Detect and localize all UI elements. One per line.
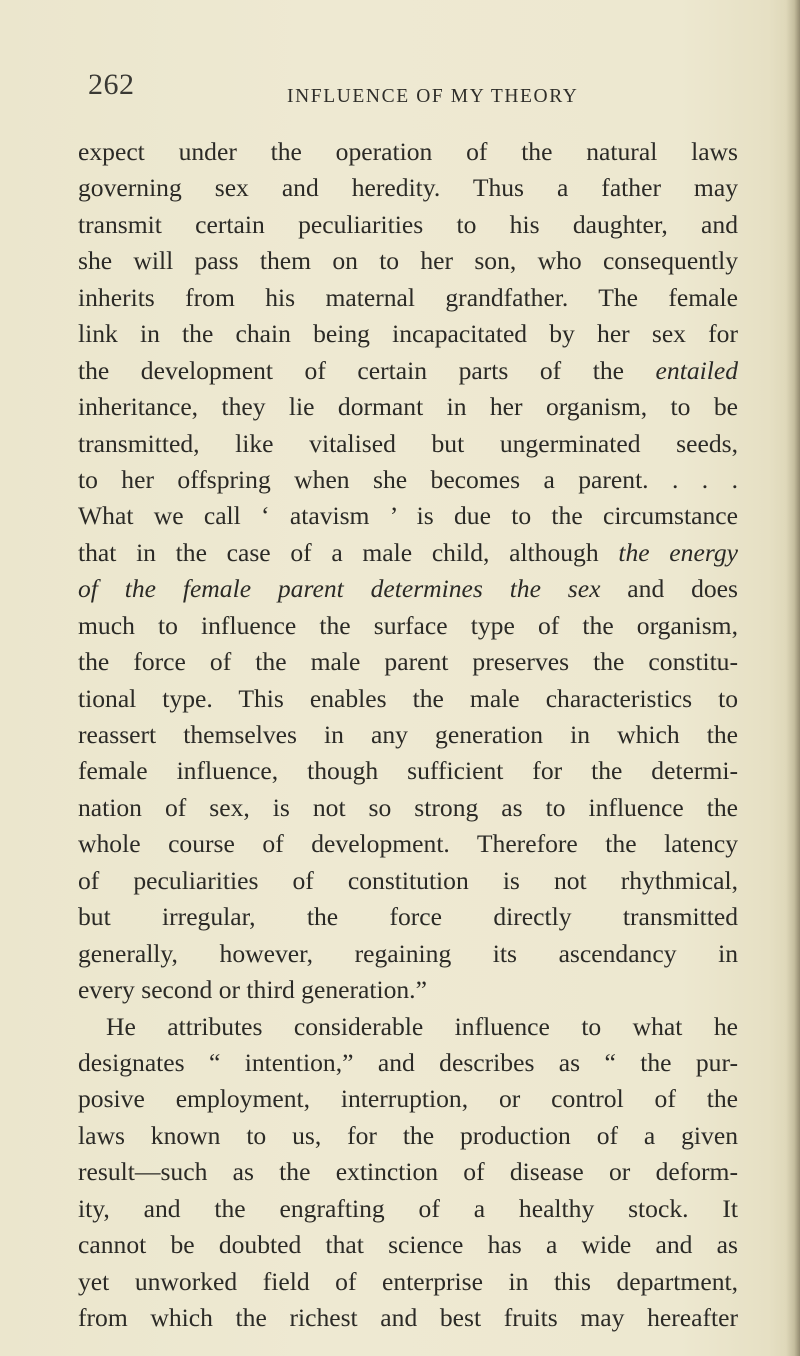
text-segment: but irregular, the force directly transmitted — [78, 902, 738, 932]
text-segment: nation of sex, is not so strong as to influence the — [78, 792, 738, 822]
text-segment: inherits from his maternal grandfather. The female — [78, 282, 738, 312]
text-line — [78, 1009, 738, 1045]
text-line — [78, 1045, 738, 1081]
text-line — [78, 1118, 738, 1154]
text-segment: yet unworked field of enterprise in this department, — [78, 1266, 738, 1296]
text-line — [78, 1264, 738, 1300]
text-line — [78, 134, 738, 170]
text-line — [78, 207, 738, 243]
text-line — [78, 389, 738, 425]
text-line — [78, 353, 738, 389]
text-segment: much to influence the surface type of the organism, — [78, 610, 738, 640]
text-segment: transmit certain peculiarities to his daughter, and — [78, 209, 738, 239]
text-segment: transmitted, like vitalised but ungerminated seeds, — [78, 428, 738, 458]
text-line — [78, 826, 738, 862]
text-line — [78, 462, 738, 498]
italic-text: the energy — [618, 537, 738, 567]
text-segment: the force of the male parent preserves the constitu- — [78, 647, 738, 677]
text-line — [78, 717, 738, 753]
text-line — [78, 681, 738, 717]
text-segment: laws known to us, for the production of a given — [78, 1120, 738, 1150]
text-segment: inheritance, they lie dormant in her organism, to be — [78, 392, 738, 422]
body-text — [78, 134, 738, 1336]
italic-text: entailed — [655, 355, 738, 385]
text-line — [78, 426, 738, 462]
italic-text: of the female parent determines the sex — [78, 574, 601, 604]
text-line — [78, 972, 738, 1008]
page-number: 262 — [88, 68, 135, 101]
text-line — [78, 936, 738, 972]
text-line — [78, 280, 738, 316]
text-segment: ity, and the engrafting of a healthy stock. It — [78, 1193, 738, 1223]
text-segment: designates “ intention,” and describes as “ the pur- — [78, 1047, 738, 1077]
text-segment: and does — [600, 574, 738, 604]
text-line — [78, 753, 738, 789]
text-line — [78, 790, 738, 826]
text-segment: tional type. This enables the male characteristics to — [78, 683, 738, 713]
text-segment: What we call ‘ atavism ’ is due to the circumstance — [78, 501, 738, 531]
text-line — [78, 899, 738, 935]
text-line — [78, 316, 738, 352]
text-segment: of peculiarities of constitution is not rhythmical, — [78, 865, 738, 895]
text-segment: to her offspring when she becomes a parent. . . . — [78, 464, 738, 494]
text-line — [78, 644, 738, 680]
text-segment: result—such as the extinction of disease or deform- — [78, 1157, 738, 1187]
text-segment: cannot be doubted that science has a wide and as — [78, 1230, 738, 1260]
text-line — [78, 863, 738, 899]
text-segment: governing sex and heredity. Thus a father may — [78, 173, 738, 203]
text-line — [78, 1191, 738, 1227]
text-line — [78, 498, 738, 534]
text-segment: generally, however, regaining its ascendancy in — [78, 938, 738, 968]
text-line — [78, 170, 738, 206]
text-line — [78, 608, 738, 644]
text-segment: the development of certain parts of the — [78, 355, 656, 385]
text-segment: every second or third generation.” — [78, 975, 427, 1005]
text-segment: whole course of development. Therefore the latency — [78, 829, 738, 859]
text-line — [78, 1154, 738, 1190]
text-segment: from which the richest and best fruits may hereafter — [78, 1303, 738, 1332]
text-line — [78, 535, 738, 571]
text-segment: reassert themselves in any generation in which the — [78, 720, 738, 749]
text-line — [78, 571, 738, 607]
page-edge-shadow — [786, 0, 800, 1356]
text-segment: female influence, though sufficient for the determi- — [78, 756, 738, 786]
text-segment: that in the case of a male child, although — [78, 537, 619, 567]
text-line — [78, 1081, 738, 1117]
running-head: INFLUENCE OF MY THEORY — [287, 86, 579, 107]
text-line — [78, 1300, 738, 1336]
text-segment: she will pass them on to her son, who consequently — [78, 246, 738, 276]
text-line — [78, 1227, 738, 1263]
text-segment: posive employment, interruption, or control of the — [78, 1084, 738, 1114]
text-segment: He attributes considerable influence to what he — [106, 1011, 738, 1041]
text-segment: link in the chain being incapacitated by her sex for — [78, 319, 738, 349]
text-segment: expect under the operation of the natural laws — [78, 137, 738, 166]
text-line — [78, 243, 738, 279]
